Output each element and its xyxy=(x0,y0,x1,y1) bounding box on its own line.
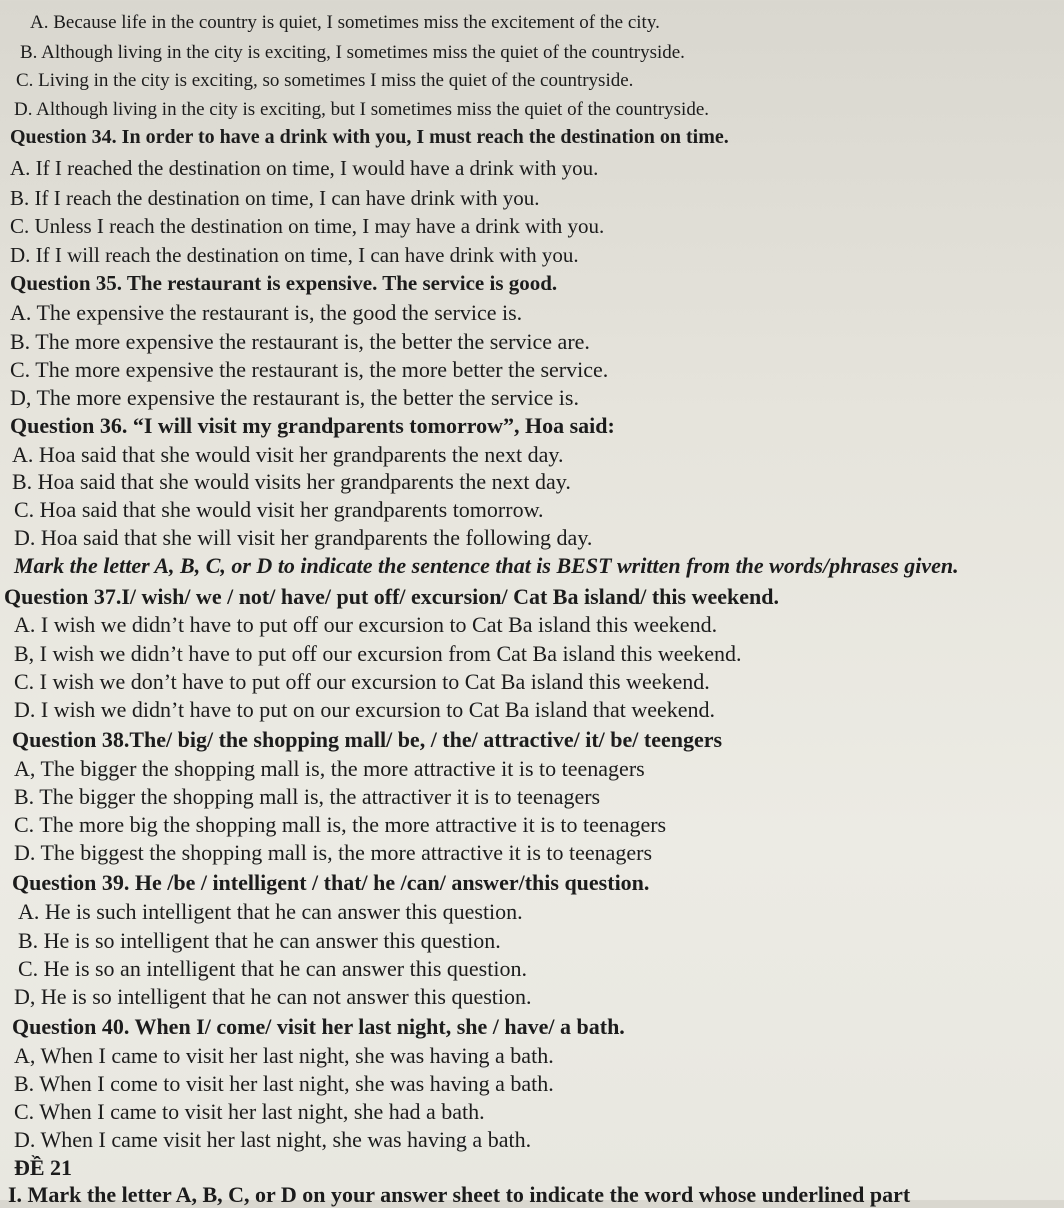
question-text: Question 34. In order to have a drink with you, I must reach the destination on time. xyxy=(10,126,729,148)
answer-option: C. Hoa said that she would visit her grandparents tomorrow. xyxy=(14,497,544,522)
answer-option: D, The more expensive the restaurant is, the better the service is. xyxy=(10,385,579,410)
answer-option: B, I wish we didn’t have to put off our excursion from Cat Ba island this weekend. xyxy=(14,641,742,666)
answer-option: A. Because life in the country is quiet, I sometimes miss the excitement of the city. xyxy=(30,12,660,33)
answer-option: A. Hoa said that she would visit her grandparents the next day. xyxy=(12,442,564,467)
answer-option: A. The expensive the restaurant is, the good the service is. xyxy=(10,300,523,325)
answer-option: D. Hoa said that she will visit her grandparents the following day. xyxy=(14,525,593,550)
answer-option: B. The bigger the shopping mall is, the attractiver it is to teenagers xyxy=(14,784,601,809)
answer-option: B. Hoa said that she would visits her grandparents the next day. xyxy=(12,469,571,494)
answer-option: D. Although living in the city is exciting, but I sometimes miss the quiet of the countryside. xyxy=(14,99,710,120)
answer-option: B. Although living in the city is exciting, I sometimes miss the quiet of the countryside. xyxy=(20,42,685,63)
answer-option: A. I wish we didn’t have to put off our excursion to Cat Ba island this weekend. xyxy=(14,612,718,637)
answer-option: B. He is so intelligent that he can answer this question. xyxy=(18,928,501,953)
question-text: Question 37.I/ wish/ we / not/ have/ put off/ excursion/ Cat Ba island/ this weekend. xyxy=(4,584,779,609)
answer-option: D, He is so intelligent that he can not answer this question. xyxy=(14,984,532,1009)
answer-option: A. He is such intelligent that he can answer this question. xyxy=(18,899,523,924)
instruction-text: Mark the letter A, B, C, or D to indicate the sentence that is BEST written from the words/phrases given. xyxy=(14,553,959,578)
answer-option: C. Living in the city is exciting, so sometimes I miss the quiet of the countryside. xyxy=(16,70,634,91)
answer-option: C. The more expensive the restaurant is, the more better the service. xyxy=(10,357,609,382)
question-text: Question 38.The/ big/ the shopping mall/ be, / the/ attractive/ it/ be/ teengers xyxy=(12,727,723,752)
answer-option: D. I wish we didn’t have to put on our excursion to Cat Ba island that weekend. xyxy=(14,697,716,722)
question-text: Question 35. The restaurant is expensive. The service is good. xyxy=(10,271,558,295)
question-text: Question 40. When I/ come/ visit her last night, she / have/ a bath. xyxy=(12,1014,625,1039)
section-heading: ĐỀ 21 xyxy=(14,1155,73,1180)
answer-option: D. When I came visit her last night, she was having a bath. xyxy=(14,1127,532,1152)
answer-option: A, The bigger the shopping mall is, the more attractive it is to teenagers xyxy=(14,756,645,781)
question-text: Question 39. He /be / intelligent / that/ he /can/ answer/this question. xyxy=(12,870,650,895)
answer-option: C. When I came to visit her last night, she had a bath. xyxy=(14,1099,485,1124)
answer-option: B. If I reach the destination on time, I can have drink with you. xyxy=(10,186,540,210)
section-heading: I. Mark the letter A, B, C, or D on your answer sheet to indicate the word whose underlined part xyxy=(8,1182,911,1207)
answer-option: D. If I will reach the destination on time, I can have drink with you. xyxy=(10,243,579,267)
answer-option: A. If I reached the destination on time, I would have a drink with you. xyxy=(10,156,599,180)
question-text: Question 36. “I will visit my grandparents tomorrow”, Hoa said: xyxy=(10,413,615,438)
answer-option: B. When I come to visit her last night, she was having a bath. xyxy=(14,1071,554,1096)
answer-option: C. Unless I reach the destination on time, I may have a drink with you. xyxy=(10,214,605,238)
answer-option: B. The more expensive the restaurant is, the better the service are. xyxy=(10,329,590,354)
answer-option: C. I wish we don’t have to put off our excursion to Cat Ba island this weekend. xyxy=(14,669,710,694)
answer-option: D. The biggest the shopping mall is, the more attractive it is to teenagers xyxy=(14,840,653,865)
answer-option: C. The more big the shopping mall is, the more attractive it is to teenagers xyxy=(14,812,667,837)
answer-option: C. He is so an intelligent that he can answer this question. xyxy=(18,956,527,981)
answer-option: A, When I came to visit her last night, she was having a bath. xyxy=(14,1043,554,1068)
